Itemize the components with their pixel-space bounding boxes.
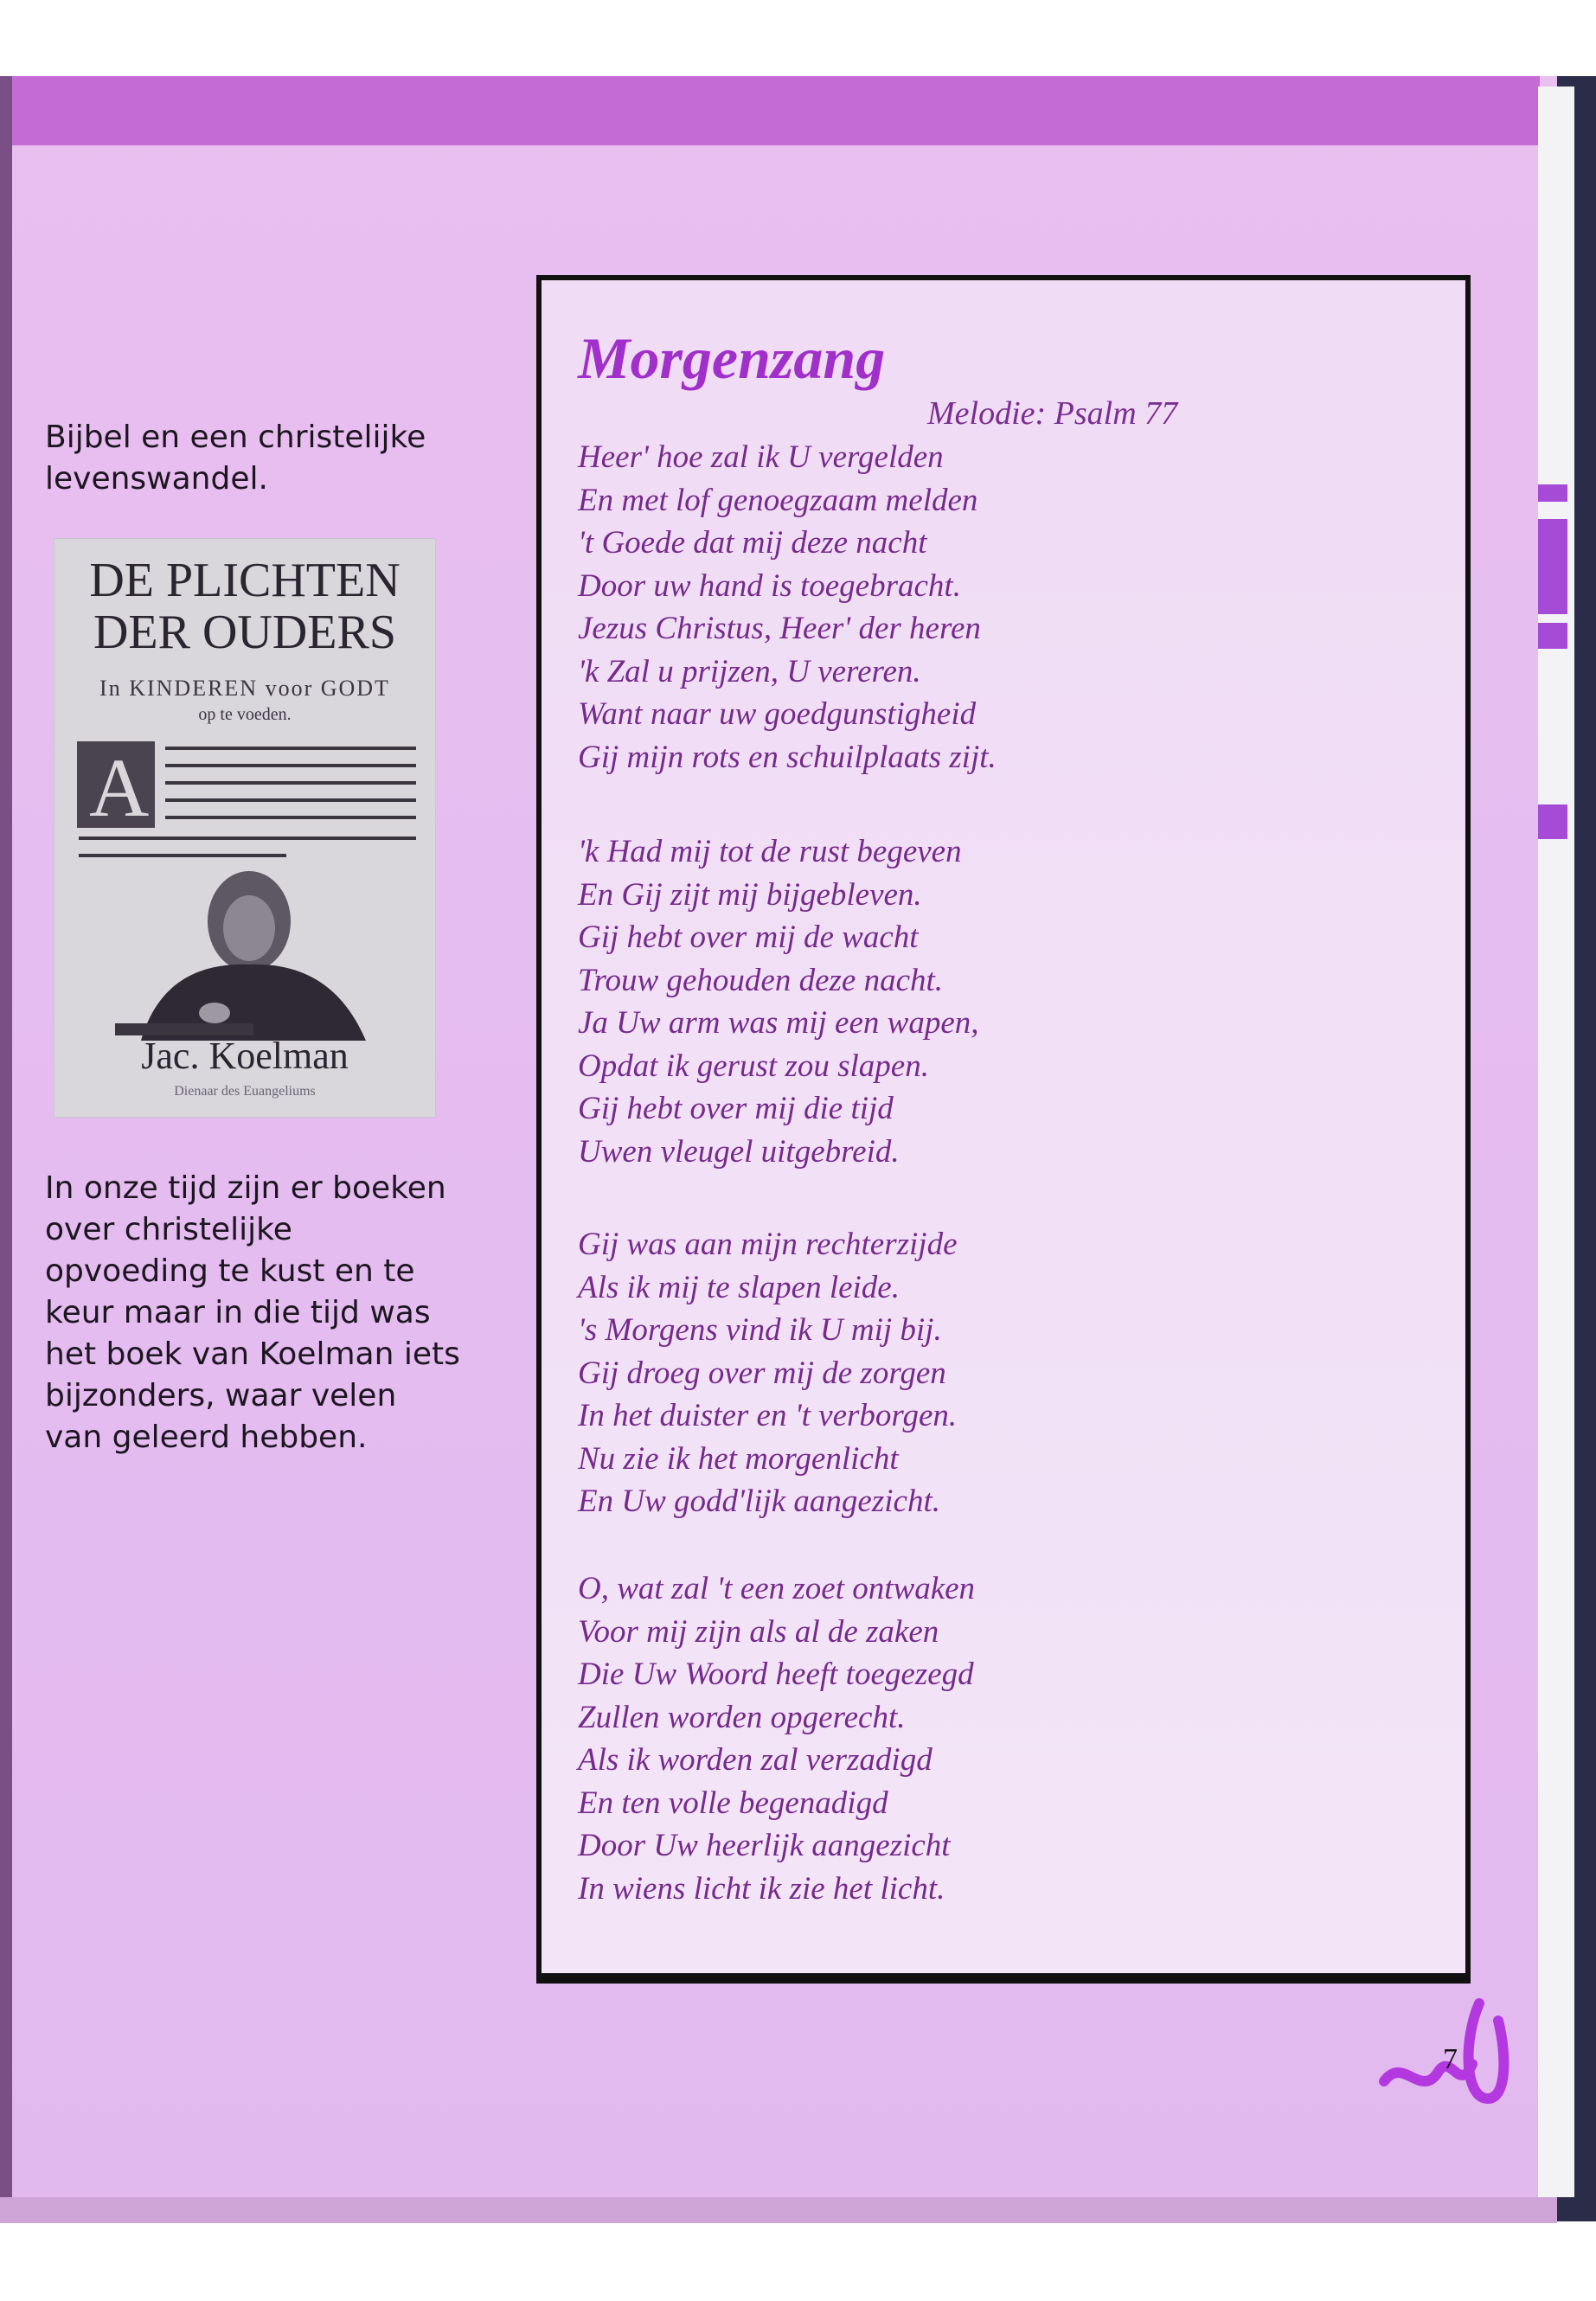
blackletter-text-block <box>70 736 425 866</box>
poem-title: Morgenzang <box>578 325 886 391</box>
poem-line: O, wat zal 't een zoet ontwaken <box>578 1571 976 1606</box>
poem-line: 't Goede dat mij deze nacht <box>578 525 927 561</box>
book-subtitle-2: op te voeden. <box>198 705 292 724</box>
margin-tab-mark <box>1538 623 1567 649</box>
poem-stanza <box>578 1567 975 1910</box>
top-color-bar <box>0 76 1540 145</box>
poem-line: Gij was aan mijn rechterzijde <box>578 1227 958 1262</box>
author-portrait <box>89 868 409 1041</box>
poem-line: 'k Had mij tot de rust begeven <box>578 834 962 869</box>
poem-line: En met lof genoegzaam melden <box>578 482 978 518</box>
poem-line: Door Uw heerlijk aangezicht <box>578 1828 951 1863</box>
poem-line: Gij hebt over mij de wacht <box>578 920 919 955</box>
margin-tab-mark <box>1538 804 1567 839</box>
poem-line: Als ik worden zal verzadigd <box>578 1742 933 1778</box>
poem-line: Heer' hoe zal ik U vergelden <box>578 439 944 475</box>
poem-line: Zullen worden opgerecht. <box>578 1699 906 1735</box>
svg-text:A: A <box>89 741 150 834</box>
book-author: Jac. Koelman <box>141 1035 349 1077</box>
poem-melody: Melodie: Psalm 77 <box>927 395 1178 432</box>
poem-line: 'k Zal u prijzen, U vereren. <box>578 653 921 689</box>
poem-line: Voor mij zijn als al de zaken <box>578 1613 939 1650</box>
margin-tab-mark <box>1538 519 1567 614</box>
poem-line: In het duister en 't verborgen. <box>578 1398 958 1433</box>
poem-line: Gij hebt over mij die tijd <box>578 1091 894 1126</box>
page-bottom-shade <box>0 2197 1557 2223</box>
poem-line: Gij mijn rots en schuilplaats zijt. <box>578 739 997 775</box>
left-page-edge <box>0 76 12 2213</box>
poem-line: Want naar uw goedgunstigheid <box>578 696 977 732</box>
right-margin-strip <box>1538 87 1574 2197</box>
poem-line: Jezus Christus, Heer' der heren <box>578 611 981 646</box>
book-title: DE PLICHTEN DER OUDERS <box>89 554 401 659</box>
poem-line: Die Uw Woord heeft toegezegd <box>578 1657 974 1692</box>
poem-line: In wiens licht ik zie het licht. <box>578 1870 945 1907</box>
book-subtitle: In KINDEREN voor GODT <box>99 676 390 701</box>
poem-line: Uwen vleugel uitgebreid. <box>578 1133 900 1170</box>
poem-line: Opdat ik gerust zou slapen. <box>578 1048 929 1084</box>
book-publisher: Dienaar des Euangeliums <box>174 1084 316 1099</box>
poem-line: Als ik mij te slapen leide. <box>578 1269 900 1305</box>
intro-text: Bijbel en een christelijke levenswandel. <box>45 420 426 497</box>
poem-line: 's Morgens vind ik U mij bij. <box>578 1312 942 1348</box>
poem-line: En Uw godd'lijk aangezicht. <box>578 1484 940 1519</box>
poem-line: En ten volle begenadigd <box>578 1785 888 1821</box>
poem-line: En Gij zijt mij bijgebleven. <box>578 876 922 913</box>
caption-text: In onze tijd zijn er boeken over christelijke opvoeding te kust en te keur maar in die tijd was het boek van Koelman iets bijzonders, waar velen van geleerd hebben. <box>45 1170 460 1455</box>
poem-line: Gij droeg over mij de zorgen <box>578 1355 946 1391</box>
poem-line: Door uw hand is toegebracht. <box>578 567 961 604</box>
poem-stanza <box>578 436 997 779</box>
poem-line: Trouw gehouden deze nacht. <box>578 962 944 998</box>
poem-line: Nu zie ik het morgenlicht <box>578 1440 899 1477</box>
scan-edge <box>0 0 1596 78</box>
book-cover-image <box>54 538 436 1118</box>
margin-tab-mark <box>1538 484 1567 502</box>
page-number: 7 <box>1443 2043 1458 2075</box>
poem-line: Ja Uw arm was mij een wapen, <box>578 1005 979 1041</box>
poem-stanza <box>578 830 979 1173</box>
poem-stanza <box>578 1223 958 1523</box>
